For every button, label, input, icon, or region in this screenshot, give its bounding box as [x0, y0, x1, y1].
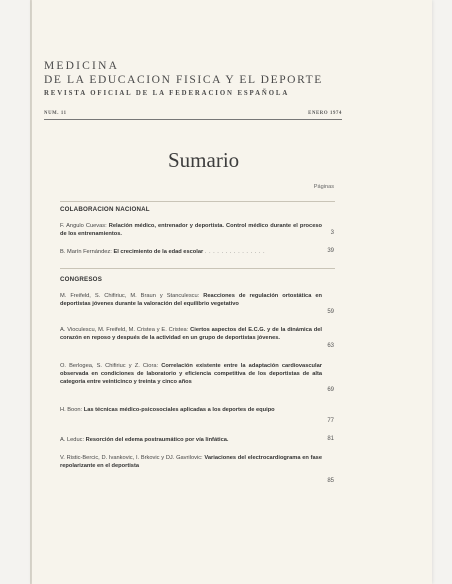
- entry-author: F. Angulo Cuevas:: [60, 223, 107, 229]
- entry-author: A. Leduc:: [60, 437, 85, 443]
- entry-title: Reacciones de regulación ortostática en deportistas jóvenes durante la valoración del equilibrio vegetativo: [60, 293, 322, 308]
- toc-entry: [60, 248, 322, 256]
- entry-page: 69: [327, 387, 334, 393]
- entry-page: 59: [327, 309, 334, 315]
- entry-title: Las técnicas médico-psicosociales aplicadas a los deportes de equipo: [83, 407, 275, 413]
- toc-entry: [60, 326, 322, 342]
- entry-author: V. Ristic-Bercic, D. Ivankovic, I. Brkovic y DJ. Gavrilovic:: [60, 455, 203, 461]
- issue-date: ENERO 1974: [308, 111, 342, 116]
- entry-page: 81: [327, 436, 334, 442]
- entry-page: 3: [330, 230, 334, 236]
- journal-name-line2: DE LA EDUCACION FISICA Y EL DEPORTE: [44, 74, 323, 86]
- entry-page: 39: [327, 248, 334, 254]
- section-heading-colaboracion: COLABORACION NACIONAL: [60, 206, 150, 213]
- page-title: Sumario: [168, 148, 240, 172]
- issue-number: NUM. 11: [44, 111, 67, 116]
- entry-title: Resorción del edema postraumático por vía linfática.: [85, 437, 229, 443]
- toc-entry: [60, 362, 322, 386]
- entry-title: Ciertos aspectos del E.C.G. y de la dinámica del corazón en reposo y después de la actividad en un grupo de deportistas jóvenes.: [60, 327, 322, 342]
- section-heading-congresos: CONGRESOS: [60, 276, 103, 283]
- toc-entry: [60, 222, 322, 238]
- journal-name-line1: MEDICINA: [44, 60, 120, 72]
- toc-entry: [60, 454, 322, 470]
- toc-entry: [60, 292, 322, 308]
- entry-author: B. Marín Fernández:: [60, 249, 112, 255]
- toc-entry: [60, 406, 322, 414]
- journal-subtitle: REVISTA OFICIAL DE LA FEDERACION ESPAÑOLA: [44, 90, 290, 97]
- leader-dots: . . . . . . . . . . . . . . .: [204, 249, 266, 255]
- entry-title: Correlación existente entre la adaptación cardiovascular observada en condiciones de laboratorio y eficiencia competitiva de los deportistas de alta categoría entre veinticinco y treinta y cinco años: [60, 363, 322, 386]
- section-divider: [60, 268, 335, 269]
- masthead-rule: [44, 119, 342, 120]
- entry-title: El crecimiento de la edad escolar: [113, 249, 204, 255]
- entry-page: 63: [327, 343, 334, 349]
- entry-author: A. Vioculescu, M. Freifeld, M. Cristea y E. Cristea:: [60, 327, 189, 333]
- masthead: [44, 60, 344, 97]
- toc-entry: [60, 436, 322, 444]
- entry-page: 85: [327, 478, 334, 484]
- entry-author: H. Boon:: [60, 407, 83, 413]
- entry-page: 77: [327, 418, 334, 424]
- entry-title: Relación médico, entrenador y deportista. Control médico durante el proceso de los entrenamientos.: [60, 223, 322, 238]
- entry-title: Variaciones del electrocardiograma en fase repolarizante en el deportista: [60, 455, 323, 470]
- pages-column-header: Páginas: [313, 184, 334, 190]
- section-divider: [60, 201, 335, 202]
- entry-author: O. Berlogea, S. Chifiriuc y Z. Ciora:: [60, 363, 159, 369]
- entry-author: M. Freifeld, S. Chifiriuc, M. Braun y Stanculescu:: [60, 293, 200, 299]
